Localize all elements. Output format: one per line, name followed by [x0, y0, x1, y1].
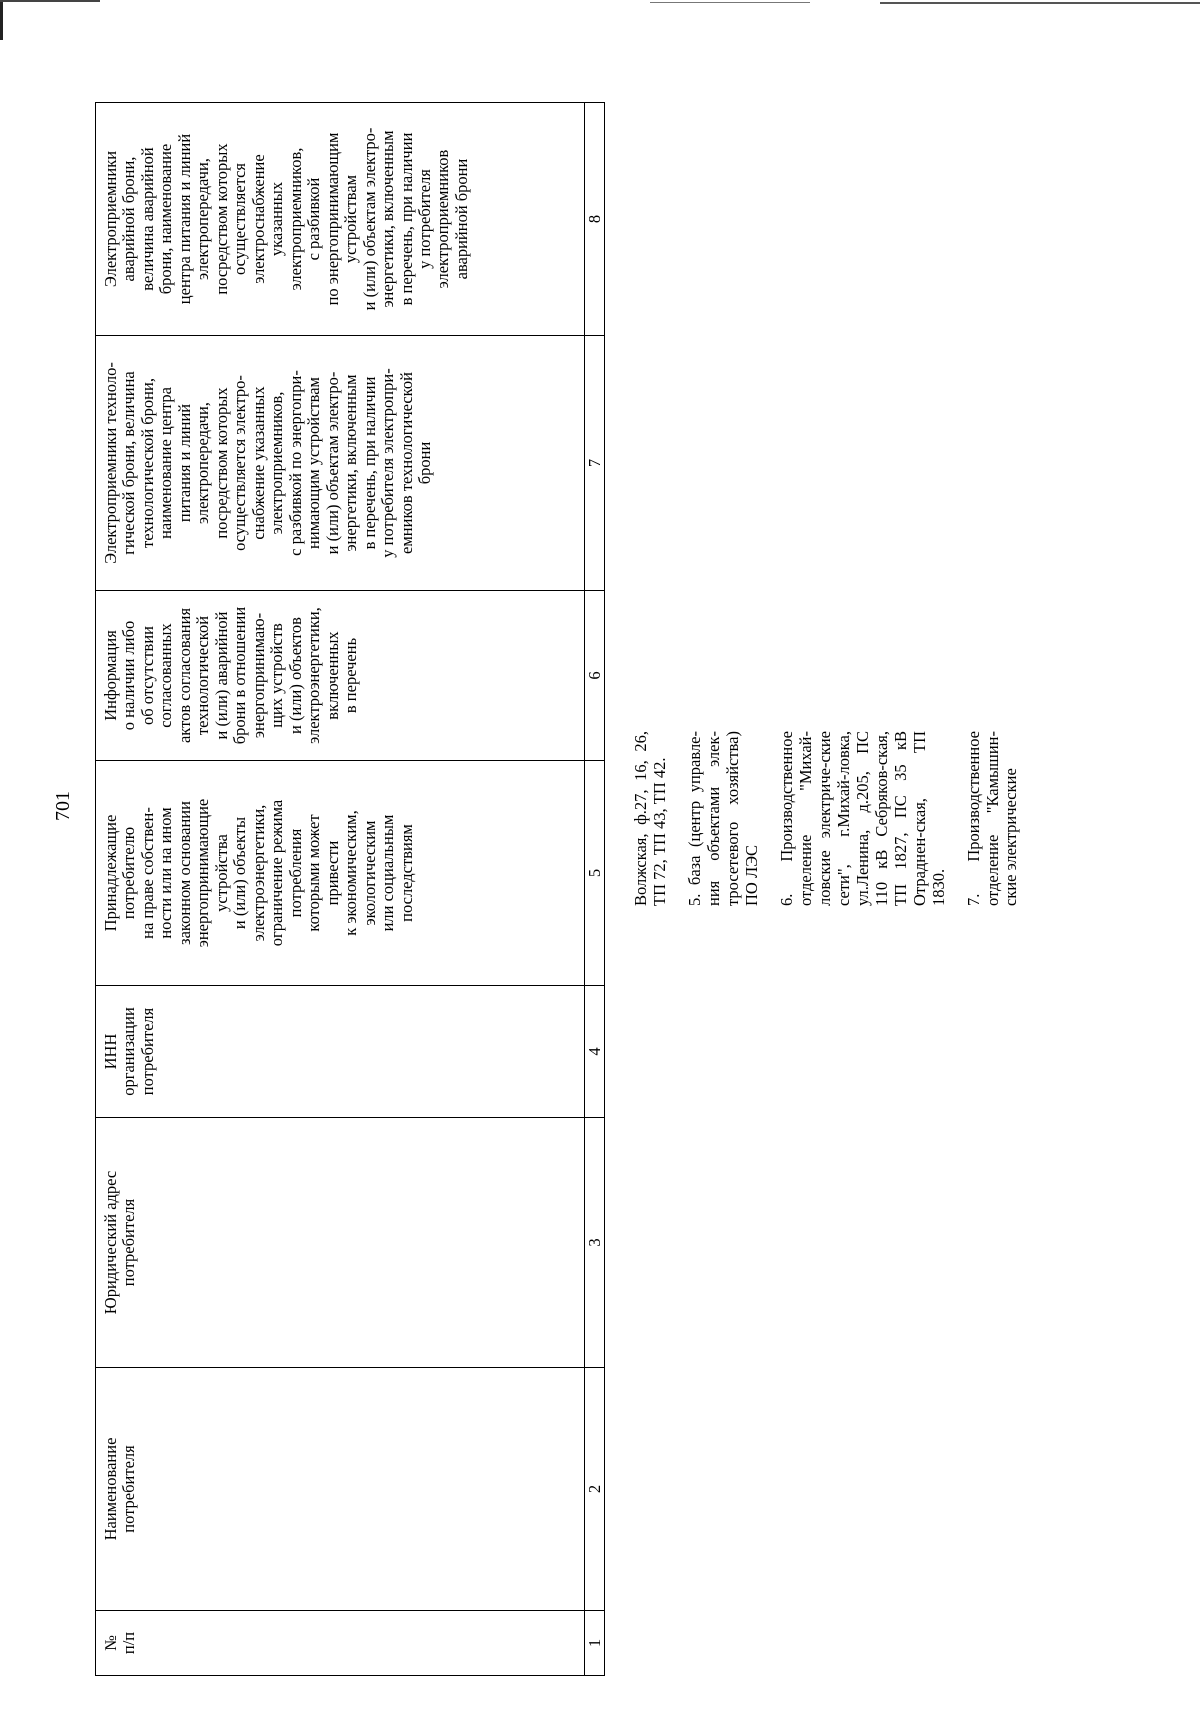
column-number: 7: [585, 336, 605, 591]
header-cell-consumer-name: Наименование потребителя: [96, 1368, 585, 1611]
table-header-row: [96, 103, 585, 1676]
column-number: 6: [585, 591, 605, 761]
header-cell-acts-info: Информация о наличии либо об отсутствии согласованных актов согласования технологической и (или) аварийной брони в отношении энергопринимаю- щих устройств и (или) объектов электроэнергетики, включенных в перечень: [96, 591, 585, 761]
header-cell-number: № п/п: [96, 1611, 585, 1676]
entry-text: Волжская, ф.27, 16, 26, ТП 72, ТП 43, ТП 42.: [631, 731, 669, 906]
column-number: 4: [585, 986, 605, 1118]
page-number: 701: [52, 791, 74, 821]
column-number: 2: [585, 1368, 605, 1611]
header-cell-technological-reserve: Электроприемники техноло- гической брони, величина технологической брони, наименование центра питания и линий электропередачи, посредством которых осуществляется электро- снабжение указанных электроприемников, с разбивкой по энергопри- нимающим устройствам и (или) объектам электро- энергетики, включенным в перечень, при наличии у потребителя электропри- емников технологической брони: [96, 336, 585, 591]
column-number: 1: [585, 1611, 605, 1676]
entry-text: 7. Производственное отделение "Камышин-ские электрические: [963, 731, 1021, 906]
column-number: 5: [585, 761, 605, 986]
header-cell-inn: ИНН организации потребителя: [96, 986, 585, 1118]
header-cell-legal-address: Юридический адрес потребителя: [96, 1118, 585, 1368]
entry-text: 5. база (центр управле-ния объектами элек-тросетевого хозяйства) ПО ЛЭС: [684, 731, 761, 906]
header-cell-emergency-reserve: Электроприемники аварийной брони, величина аварийной брони, наименование центра питания и линий электропередачи, посредством которых осуществляется электроснабжение указанных электроприемников, с разбивкой по энергопринимающим устройствам и (или) объектам электро- энергетики, включенным в перечень, при наличии у потребителя электроприемников аварийной брони: [96, 103, 585, 336]
header-cell-receivers: Принадлежащие потребителю на праве собствен- ности или на ином законном основании энергопринимающие устройства и (или) объекты электроэнергетики, ограничение режима потребления которыми может привести к экономическим, экологическим или социальным последствиям: [96, 761, 585, 986]
consumer-table: [95, 102, 605, 1676]
column-5-entries: [632, 731, 1037, 906]
entry-text: 6. Производственное отделение "Михай-ловские электриче-ские сети", г.Михай-ловка, ул.Ленина, д.205, ПС 110 кВ Себряков-ская, ТП 1827, ПС 35 кВ Отраднен-ская, ТП 1830.: [776, 731, 948, 906]
column-number: 3: [585, 1118, 605, 1368]
column-number: 8: [585, 103, 605, 336]
table-column-number-row: [585, 103, 605, 1676]
